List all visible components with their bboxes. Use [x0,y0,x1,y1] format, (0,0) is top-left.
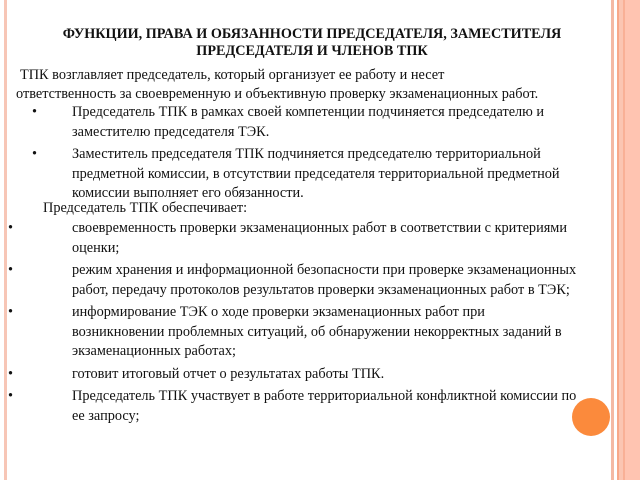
title-line-2: ПРЕДСЕДАТЕЛЯ И ЧЛЕНОВ ТПК [196,43,428,59]
list-item [0,365,580,385]
intro-line-2: ответственность за своевременную и объективную проверку экзаменационных работ. [16,86,539,102]
list-item-text: режим хранения и информационной безопасности при проверке экзаменационных работ, передачу протоколов результатов проверки экзаменационных работ в ТЭК; [72,262,577,298]
bullet-icon: • [8,220,14,236]
bullet-icon: • [32,104,38,120]
duties-list [0,219,580,429]
list-item [0,261,580,300]
bullet-icon: • [8,304,14,320]
stripe [625,0,640,480]
list-item-text: готовит итоговый отчет о результатах работы ТПК. [72,365,385,382]
list-item [0,387,580,426]
subordination-list [28,103,608,207]
list-item-text: информирование ТЭК о ходе проверки экзаменационных работ при возникновении проблемных ситуаций, об обнаружении некорректных заданий в экзаменационных работах; [72,304,562,359]
bullet-icon: • [32,146,38,162]
list-item [28,145,608,204]
bullet-icon: • [8,262,14,278]
list-item [28,103,608,142]
slide-title [14,26,610,60]
list-item [0,303,580,362]
bullet-icon: • [8,365,14,382]
list-item-text: своевременность проверки экзаменационных работ в соответствии с критериями оценки; [72,220,568,256]
intro-paragraph [16,66,606,104]
list-item-text: Председатель ТПК в рамках своей компетенции подчиняется председателю и заместителю председателя ТЭК. [72,104,545,140]
subheading: Председатель ТПК обеспечивает: [43,200,248,216]
list-item [0,219,580,258]
list-item-text: Председатель ТПК участвует в работе территориальной конфликтной комиссии по ее запросу; [72,388,577,424]
list-item-text: Заместитель председателя ТПК подчиняется председателю территориальной предметной комиссии, в отсутствии председателя территориальной предметной комиссии выполняет его обязанности. [72,146,560,201]
bullet-icon: • [8,388,14,404]
intro-line-1: ТПК возглавляет председатель, который организует ее работу и несет [20,67,445,83]
right-decorative-stripes [611,0,640,480]
title-line-1: ФУНКЦИИ, ПРАВА И ОБЯЗАННОСТИ ПРЕДСЕДАТЕЛЯ, ЗАМЕСТИТЕЛЯ [62,26,562,42]
